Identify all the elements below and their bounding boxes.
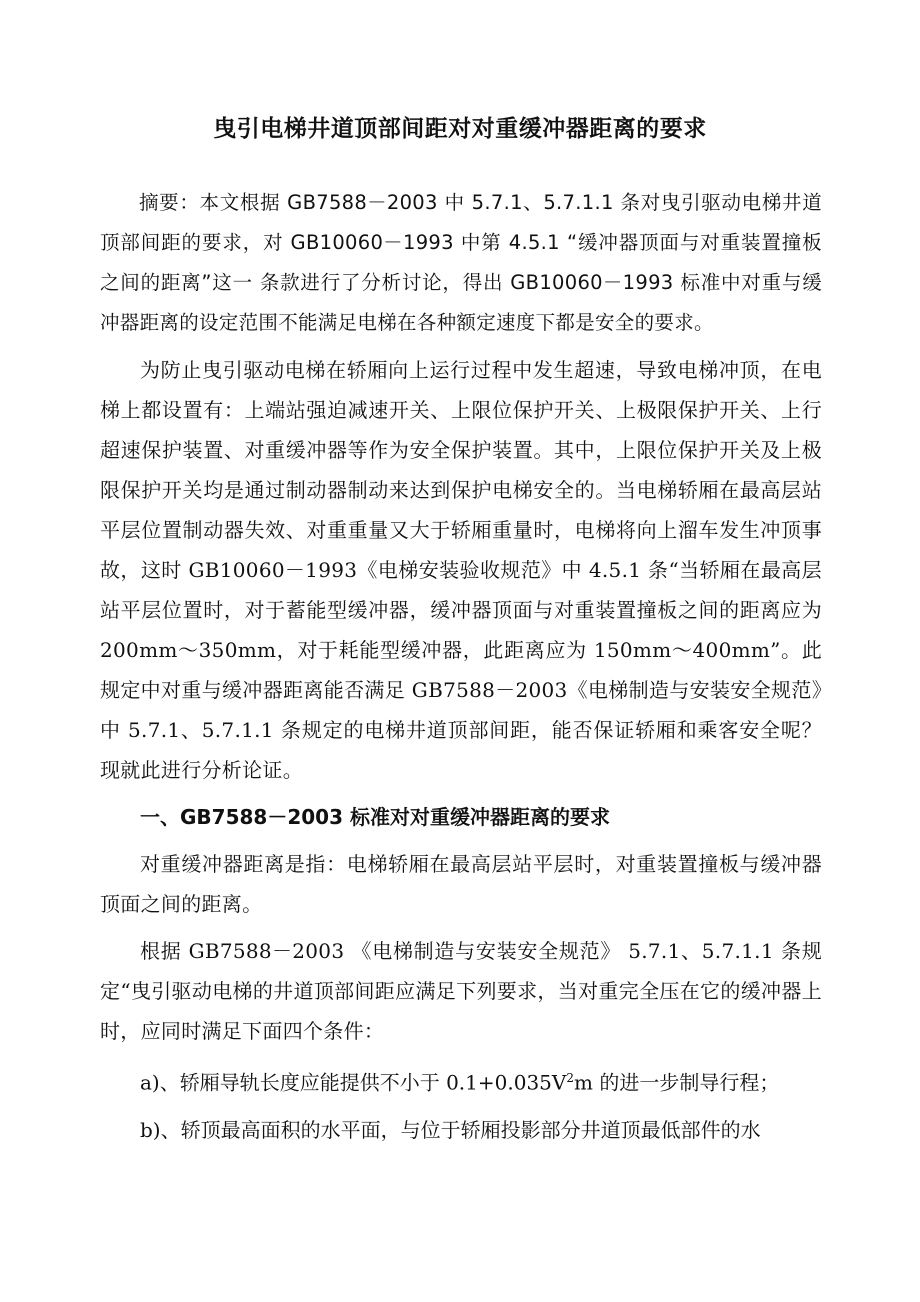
paragraph-gap [100,343,822,350]
abstract-paragraph: 摘要：本文根据 GB7588－2003 中 5.7.1、5.7.1.1 条对曳引驱动电梯井道顶部间距的要求，对 GB10060－1993 中第 4.5.1 “缓冲器顶面与对重装置撞板之间的距离”这一 条款进行了分析讨论，得出 GB10060－1993 标准中对重与缓冲器距离的设定范围不能满足电梯在各种额定速度下都是安全的要求。 [100,191,822,334]
item-a-superscript: 2 [566,1071,574,1085]
clause-paragraph: 根据 GB7588－2003 《电梯制造与安装安全规范》 5.7.1、5.7.1.1 条规定“曳引驱动电梯的井道顶部间距应满足下列要求，当对重完全压在它的缓冲器上时，应同时满足下面四个条件： [100,939,822,1043]
paragraph-gap [100,1103,822,1110]
document-title: 曳引电梯井道顶部间距对对重缓冲器距离的要求 [213,116,707,142]
list-item-a [100,1058,822,1103]
item-a-text: a)、轿厢导轨长度应能提供不小于 0.1+0.035V [140,1070,567,1095]
paragraph-gap [100,1051,822,1058]
paragraph-gap [100,790,822,797]
paragraph-gap [100,924,822,931]
definition-paragraph: 对重缓冲器距离是指：电梯轿厢在最高层站平层时，对重装置撞板与缓冲器顶面之间的距离。 [100,852,822,916]
item-a-suffix: m 的进一步制导行程； [574,1070,780,1095]
section-heading: 一、GB7588－2003 标准对对重缓冲器距离的要求 [140,805,610,829]
document-body [100,183,822,1150]
intro-paragraph: 为防止曳引驱动电梯在轿厢向上运行过程中发生超速，导致电梯冲顶，在电梯上都设置有：上端站强迫减速开关、上限位保护开关、上极限保护开关、上行超速保护装置、对重缓冲器等作为安全保护装置。其中，上限位保护开关及上极限保护开关均是通过制动器制动来达到保护电梯安全的。当电梯轿厢在最高层站平层位置制动器失效、对重重量又大于轿厢重量时，电梯将向上溜车发生冲顶事故，这时 GB10060－1993《电梯安装验收规范》中 4.5.1 条“当轿厢在最高层站平层位置时，对于蓄能型缓冲器，缓冲器顶面与对重装置撞板之间的距离应为 200mm～350mm，对于耗能型缓冲器，此距离应为 150mm～400mm”。此规定中对重与缓冲器距离能否满足 GB7588－2003《电梯制造与安装安全规范》中 5.7.1、5.7.1.1 条规定的电梯井道顶部间距，能否保证轿厢和乘客安全呢？现就此进行分析论证。 [100,358,822,782]
paragraph-gap [100,837,822,844]
list-item-b: b)、轿顶最高面积的水平面，与位于轿厢投影部分井道顶最低部件的水 [140,1117,761,1142]
